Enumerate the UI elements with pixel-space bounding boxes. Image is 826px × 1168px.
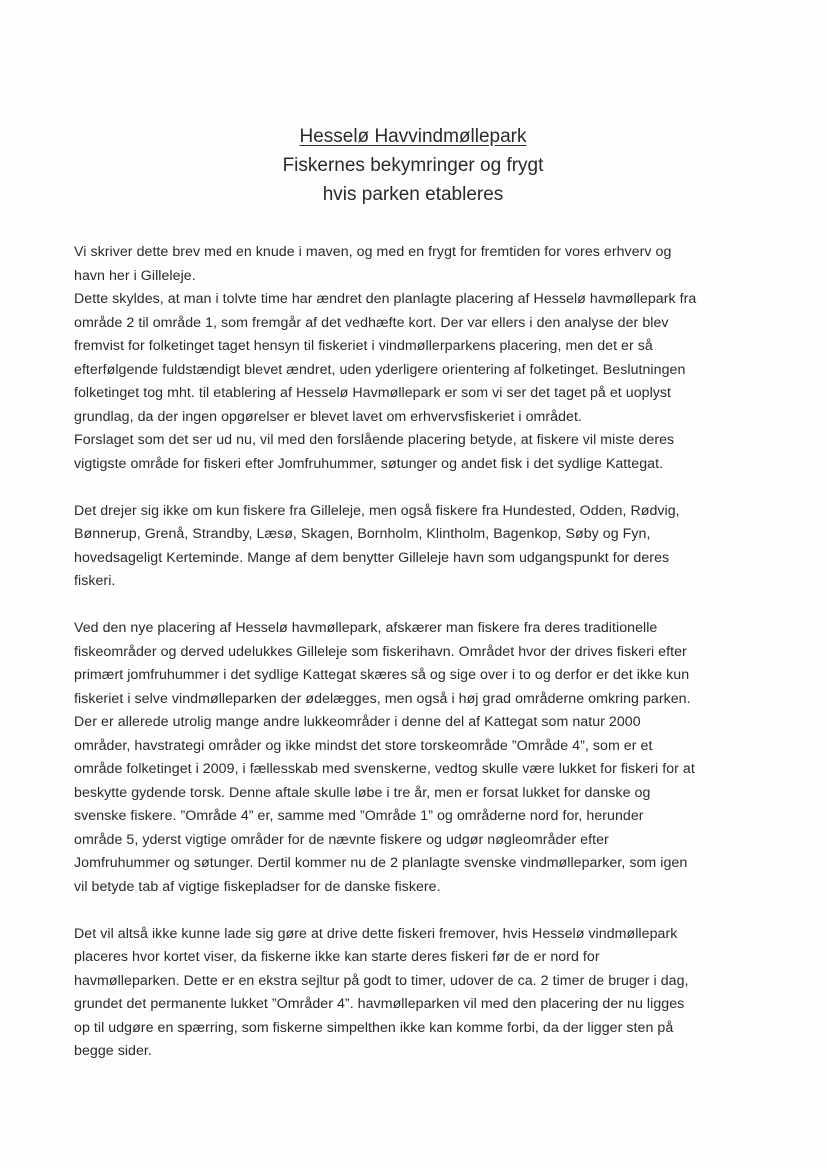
text-line: primært jomfruhummer i det sydlige Kattegat skæres så og sige over i to og derfor er det ikke kun (74, 667, 690, 683)
text-line: havmølleparken. Dette er en ekstra sejltur på godt to timer, udover de ca. 2 timer de bruger i dag, (74, 972, 689, 989)
title-line-3: hvis parken etableres (322, 184, 504, 205)
text-line: fiskeri. (74, 573, 116, 589)
paragraph-spacer (74, 899, 754, 923)
paragraph-2 (74, 500, 754, 594)
paragraph-spacer (74, 594, 754, 618)
text-line: område 2 til område 1, som fremgår af det vedhæfte kort. Der var ellers i den analyse der blev (74, 314, 669, 331)
paragraph-3 (74, 617, 754, 899)
text-line: op til udgøre en spærring, som fiskerne simpelthen ikke kan komme forbi, da der ligger sten på (74, 1019, 674, 1036)
text-line: fiskeområder og derved udelukkes Gilleleje som fiskerihavn. Området hvor der drives fiskeri efter (74, 643, 687, 660)
text-line: Forslaget som det ser ud nu, vil med den forslående placering betyde, at fiskere vil miste deres (74, 432, 675, 448)
text-line: hovedsageligt Kerteminde. Mange af dem benytter Gilleleje havn som udgangspunkt for deres (74, 549, 670, 566)
text-line: Jomfruhummer og søtunger. Dertil kommer nu de 2 planlagte svenske vindmølleparker, som igen (74, 855, 688, 871)
document-title (0, 122, 826, 209)
paragraph-4 (74, 923, 754, 1064)
text-line: vigtigste område for fiskeri efter Jomfruhummer, søtunger og andet fisk i det sydlige Kattegat. (74, 455, 664, 472)
text-line: område folketinget i 2009, i fællesskab med svenskerne, vedtog skulle være lukket for fiskeri for at (74, 761, 695, 777)
text-line: områder, havstrategi områder og ikke mindst det store torskeområde ”Område 4”, som er et (74, 737, 653, 754)
text-line: grundlag, da der ingen opgørelser er blevet lavet om erhvervsfiskeriet i området. (74, 408, 582, 425)
text-line: Der er allerede utrolig mange andre lukkeområder i denne del af Kattegat som natur 2000 (74, 714, 641, 730)
text-line: placeres hvor kortet viser, da fiskerne ikke kan starte deres fiskeri før de er nord for (74, 949, 600, 965)
text-line: svenske fiskere. ”Område 4” er, samme med ”Område 1” og områderne nord for, herunder (74, 808, 644, 824)
text-line: Det drejer sig ikke om kun fiskere fra Gilleleje, men også fiskere fra Hundested, Odden, Rødvig, (74, 502, 680, 519)
text-line: område 5, yderst vigtige områder for de nævnte fiskere og udgør nøgleområder efter (74, 831, 609, 848)
title-line-1: Hesselø Havvindmøllepark (299, 126, 527, 147)
letter-body (74, 241, 754, 1064)
text-line: folketinget tog mht. til etablering af Hesselø Havmøllepark er som vi ser det taget på et uoplyst (74, 385, 672, 401)
text-line: fremvist for folketinget taget hensyn til fiskeriet i vindmøllerparkens placering, men det er så (74, 338, 653, 354)
paragraph-1 (74, 241, 754, 476)
text-line: beskytte gydende torsk. Denne aftale skulle løbe i tre år, men er forsat lukket for danske og (74, 784, 651, 801)
text-line: efterfølgende fuldstændigt blevet ændret, uden yderligere orientering af folketinget. Beslutningen (74, 361, 686, 378)
text-line: Vi skriver dette brev med en knude i maven, og med en frygt for fremtiden for vores erhverv og (74, 244, 672, 260)
text-line: begge sider. (74, 1043, 152, 1059)
text-line: Det vil altså ikke kunne lade sig gøre at drive dette fiskeri fremover, hvis Hesselø vindmøllepark (74, 925, 678, 942)
text-line: grundet det permanente lukket ”Områder 4”. havmølleparken vil med den placering der nu ligges (74, 996, 685, 1012)
text-line: vil betyde tab af vigtige fiskepladser for de danske fiskere. (74, 878, 441, 895)
text-line: Ved den nye placering af Hesselø havmøllepark, afskærer man fiskere fra deres traditionelle (74, 620, 658, 636)
text-line: Bønnerup, Grenå, Strandby, Læsø, Skagen, Bornholm, Klintholm, Bagenkop, Søby og Fyn, (74, 526, 651, 542)
text-line: Dette skyldes, at man i tolvte time har ændret den planlagte placering af Hesselø havmøllepark fra (74, 291, 697, 307)
title-line-2: Fiskernes bekymringer og frygt (282, 155, 544, 176)
paragraph-spacer (74, 476, 754, 500)
text-line: havn her i Gilleleje. (74, 267, 196, 284)
text-line: fiskeriet i selve vindmølleparken der ødelægges, men også i høj grad områderne omkring parken. (74, 690, 691, 707)
